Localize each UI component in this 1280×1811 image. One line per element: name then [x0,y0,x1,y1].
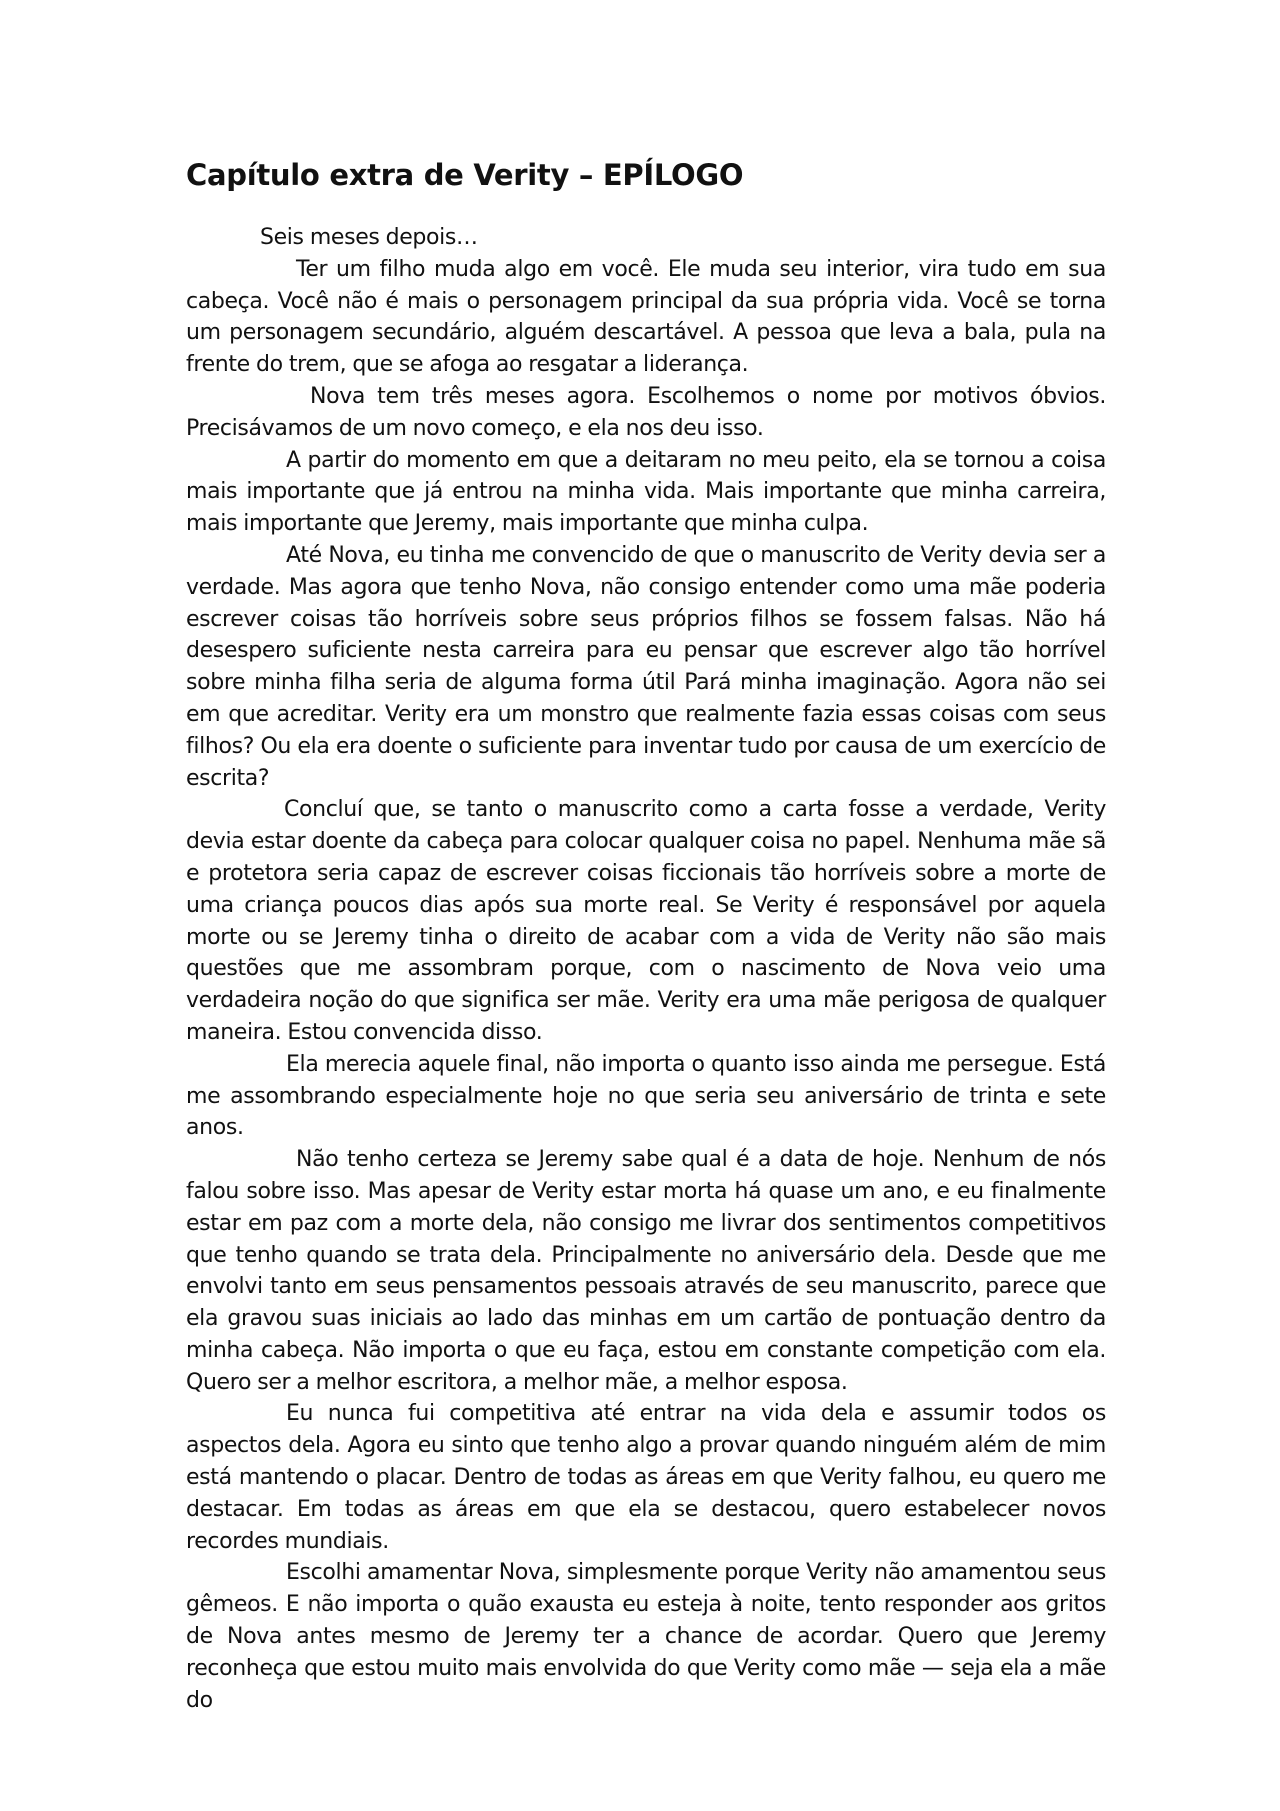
paragraph: Não tenho certeza se Jeremy sabe qual é a data de hoje. Nenhum de nós falou sobre isso. Mas apesar de Verity estar morta há quase um ano, e eu finalmente estar em paz com a morte dela, não consigo me livrar dos sentimentos competitivos que tenho quando se trata dela. Principalmente no aniversário dela. Desde que me envolvi tanto em seus pensamentos pessoais através de seu manuscrito, parece que ela gravou suas iniciais ao lado das minhas em um cartão de pontuação dentro da minha cabeça. Não importa o que eu faça, estou em constante competição com ela. Quero ser a melhor escritora, a melhor mãe, a melhor esposa. [186,1147,1106,1395]
paragraph: Ter um filho muda algo em você. Ele muda seu interior, vira tudo em sua cabeça. Você não é mais o personagem principal da sua própria vida. Você se torna um personagem secundário, alguém descartável. A pessoa que leva a bala, pula na frente do trem, que se afoga ao resgatar a liderança. [186,256,1106,378]
paragraph: Ela merecia aquele final, não importa o quanto isso ainda me persegue. Está me assombrando especialmente hoje no que seria seu aniversário de trinta e sete anos. [186,1051,1106,1141]
paragraph: Concluí que, se tanto o manuscrito como a carta fosse a verdade, Verity devia estar doente da cabeça para colocar qualquer coisa no papel. Nenhuma mãe sã e protetora seria capaz de escrever coisas ficcionais tão horríveis sobre a morte de uma criança poucos dias após sua morte real. Se Verity é responsável por aquela morte ou se Jeremy tinha o direito de acabar com a vida de Verity não são mais questões que me assombram porque, com o nascimento de Nova veio uma verdadeira noção do que significa ser mãe. Verity era uma mãe perigosa de qualquer maneira. Estou convencida disso. [186,797,1106,1045]
paragraph: Nova tem três meses agora. Escolhemos o nome por motivos óbvios. Precisávamos de um novo começo, e ela nos deu isso. [186,383,1106,441]
document-body [186,152,1106,1716]
paragraph: Seis meses depois… [260,225,478,250]
paragraph: A partir do momento em que a deitaram no meu peito, ela se tornou a coisa mais importante que já entrou na minha vida. Mais importante que minha carreira, mais importante que Jeremy, mais importante que minha culpa. [186,447,1106,537]
paragraph: Eu nunca fui competitiva até entrar na vida dela e assumir todos os aspectos dela. Agora eu sinto que tenho algo a provar quando ninguém além de mim está mantendo o placar. Dentro de todas as áreas em que Verity falhou, eu quero me destacar. Em todas as áreas em que ela se destacou, quero estabelecer novos recordes mundiais. [186,1401,1106,1554]
paragraph: Até Nova, eu tinha me convencido de que o manuscrito de Verity devia ser a verdade. Mas agora que tenho Nova, não consigo entender como uma mãe poderia escrever coisas tão horríveis sobre seus próprios filhos se fossem falsas. Não há desespero suficiente nesta carreira para eu pensar que escrever algo tão horrível sobre minha filha seria de alguma forma útil Pará minha imaginação. Agora não sei em que acreditar. Verity era um monstro que realmente fazia essas coisas com seus filhos? Ou ela era doente o suficiente para inventar tudo por causa de um exercício de escrita? [186,542,1106,791]
paragraph: Escolhi amamentar Nova, simplesmente porque Verity não amamentou seus gêmeos. E não importa o quão exausta eu esteja à noite, tento responder aos gritos de Nova antes mesmo de Jeremy ter a chance de acordar. Quero que Jeremy reconheça que estou muito mais envolvida do que Verity como mãe — seja ela a mãe do [186,1560,1106,1713]
chapter-title: Capítulo extra de Verity – EPÍLOGO [186,158,744,192]
